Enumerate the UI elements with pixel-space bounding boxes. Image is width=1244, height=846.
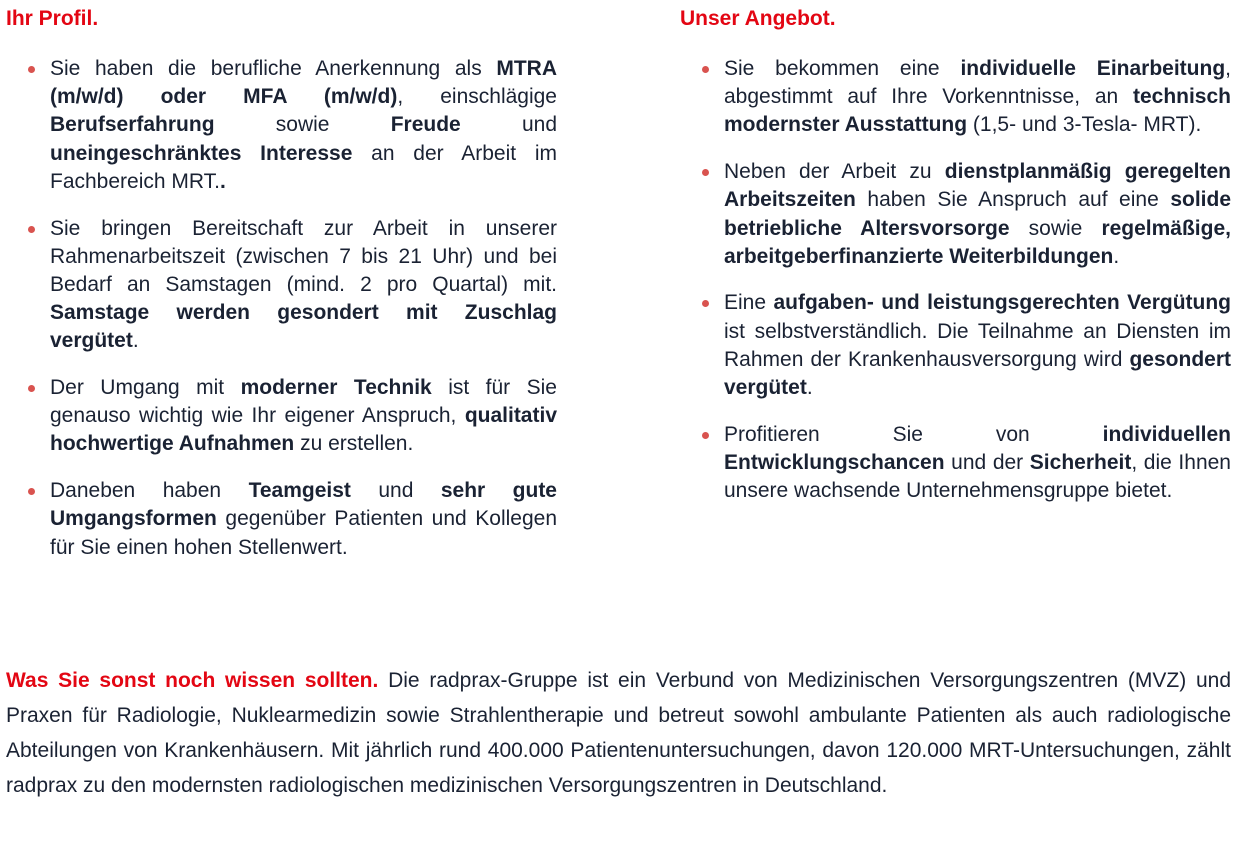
info-lead-heading: Was Sie sonst noch wissen sollten. [6, 669, 379, 692]
emphasis-text: Sicherheit [1029, 450, 1132, 474]
emphasis-text: solide betriebliche Altersvorsorge [724, 188, 1231, 240]
body-text: haben Sie Anspruch auf eine [855, 188, 1171, 212]
emphasis-text: moderner Technik [240, 376, 432, 400]
list-item [680, 421, 1231, 506]
body-text: Daneben haben [50, 479, 249, 503]
emphasis-text: MTRA (m/w/d) oder MFA (m/w/d) [50, 57, 557, 109]
body-text: , abgestimmt auf Ihre Vorkenntnisse, an [724, 57, 1231, 109]
emphasis-text: Freude [390, 113, 461, 137]
body-text: ist für Sie genauso wichtig wie Ihr eigener Anspruch, [50, 376, 557, 428]
offer-list [680, 55, 1231, 524]
bullet-icon [702, 169, 709, 176]
body-text: zu erstellen. [294, 432, 414, 456]
list-item [6, 55, 557, 196]
body-text: Sie bringen Bereitschaft zur Arbeit in unserer Rahmenarbeitszeit (zwischen 7 bis 21 Uhr) und bei Bedarf an Samstagen (mind. 2 pro Quartal) mit. [50, 216, 557, 296]
body-text: Profitieren Sie von [724, 422, 1103, 446]
body-text: Eine [724, 291, 774, 315]
emphasis-text: regelmäßige, arbeitgeberfinanzierte Weiterbildungen [724, 216, 1231, 268]
list-item [680, 55, 1231, 140]
emphasis-text: qualitativ hochwertige Aufnahmen [50, 404, 557, 456]
bullet-icon [28, 385, 35, 392]
body-text: ist selbstverständlich. Die Teilnahme an Diensten im Rahmen der Krankenhausversorgung wird [724, 319, 1231, 371]
list-item [6, 477, 557, 562]
emphasis-text: Teamgeist [248, 479, 351, 503]
body-text: und [350, 479, 441, 503]
body-text: (1,5- und 3-Tesla- MRT). [967, 113, 1202, 137]
bullet-icon [28, 66, 35, 73]
bullet-icon [28, 226, 35, 233]
body-text: Sie bekommen eine [724, 57, 961, 80]
profile-heading: Ihr Profil. [6, 7, 99, 30]
body-text: und [460, 113, 557, 137]
emphasis-text: Samstage werden gesondert mit Zuschlag vergütet [50, 301, 557, 353]
body-text: sowie [214, 113, 391, 137]
offer-heading: Unser Angebot. [680, 7, 836, 30]
list-item [680, 158, 1231, 271]
bullet-icon [702, 66, 709, 73]
list-item [6, 215, 557, 356]
body-text: . [806, 376, 813, 400]
body-text: an der Arbeit im Fachbereich MRT. [50, 141, 557, 193]
profile-list [6, 55, 557, 580]
body-text: Der Umgang mit [50, 376, 241, 400]
body-text: . [132, 329, 139, 353]
body-text: . [1113, 244, 1120, 268]
body-text: , einschlägige [397, 85, 557, 109]
emphasis-text: individuellen Entwicklungschancen [724, 422, 1231, 474]
emphasis-text: aufgaben- und leistungsgerechten Vergütung [773, 291, 1232, 315]
body-text: Sie haben die berufliche Anerkennung als [50, 57, 497, 80]
emphasis-text: Berufserfahrung [50, 113, 215, 137]
list-item [6, 374, 557, 459]
body-text: sowie [1009, 216, 1102, 240]
body-text: Neben der Arbeit zu [724, 160, 945, 184]
emphasis-text: dienstplanmäßig geregelten Arbeitszeiten [724, 160, 1231, 212]
body-text: und der [944, 450, 1030, 474]
emphasis-text: uneingeschränktes Interesse [50, 141, 353, 165]
emphasis-text: technisch modernster Ausstattung [724, 85, 1231, 137]
emphasis-text: sehr gute Umgangsformen [50, 479, 557, 531]
bullet-icon [702, 432, 709, 439]
emphasis-text: gesondert vergütet [724, 347, 1231, 400]
bullet-icon [702, 300, 709, 307]
emphasis-text: individuelle Einarbeitung [960, 57, 1226, 80]
body-text: , die Ihnen unsere wachsende Unternehmensgruppe bietet. [724, 450, 1231, 503]
body-text: gegenüber Patienten und Kollegen für Sie einen hohen Stellenwert. [50, 507, 557, 559]
emphasis-text: . [220, 169, 226, 193]
list-item [680, 289, 1231, 402]
bullet-icon [28, 488, 35, 495]
info-body-text: Die radprax-Gruppe ist ein Verbund von Medizinischen Versorgungszentren (MVZ) und Praxen für Radiologie, Nuklearmedizin sowie Strahlentherapie und betreut sowohl ambulante Patienten als auch radiologische Abteilungen von Krankenhäusern. Mit jährlich rund 400.000 Patientenuntersuchungen, davon 120.000 MRT-Untersuchungen, zählt radprax zu den modernsten radiologischen medizinischen Versorgungszentren in Deutschland. [6, 669, 1231, 797]
company-info-paragraph [6, 663, 1231, 803]
